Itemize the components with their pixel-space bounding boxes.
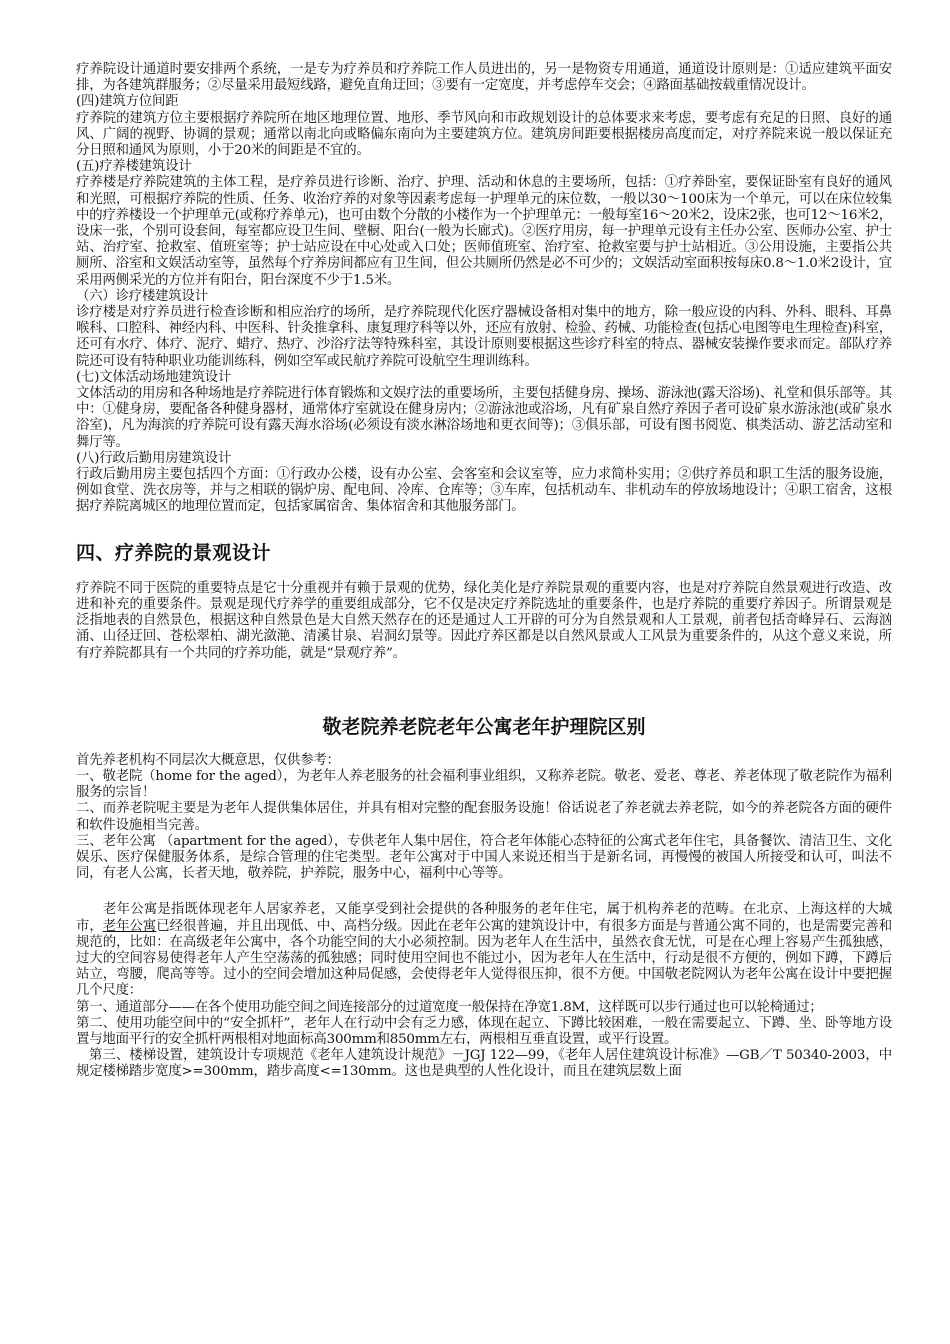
subheading-admin: (八)行政后勤用房建筑设计 bbox=[76, 450, 232, 466]
paragraph-second: 第二、使用功能空间中的“安全抓杆”，老年人在行动中会有乏力感，体现在起立、下蹲比较困难，一般在需要起立、下蹲、坐、卧等地方设置与地面平行的安全抓杆两根相对地面标高300mm和850mm左右，两根相互垂直设置，或平行设置。 bbox=[76, 1015, 892, 1047]
paragraph-item-2: 二、而养老院呢主要是为老年人提供集体居住，并具有相对完整的配套服务设施！俗话说老了养老就去养老院，如今的养老院各方面的硬件和软件设施相当完善。 bbox=[76, 801, 892, 833]
paragraph-recreation: 文体活动的用房和各种场地是疗养院进行体育锻炼和文娱疗法的重要场所，主要包括健身房、操场、游泳池(露天浴场)、礼堂和俱乐部等。其中：①健身房，要配备各种健身器材，通常体疗室就设在健身房内；②游泳池或浴场，凡有矿泉自然疗养因子者可设矿泉水游泳池(或矿泉水浴室)，凡为海滨的疗养院可设有露天海水浴场(必须设有淡水淋浴场地和更衣间等)；③俱乐部，可设有图书阅览、棋类活动、游艺活动室和舞厅等。 bbox=[76, 386, 892, 450]
paragraph-apartment-part-a: 老年公寓是指既体现老年人居家养老，又能享受到社会提供的各种服务的老年住宅，属于机构养老的范畴。在北京、上海这样的大城市， bbox=[76, 902, 892, 934]
paragraph-first: 第一、通道部分——在各个使用功能空间之间连接部分的过道宽度一般保持在净宽1.8M，这样既可以步行通过也可以轮椅通过； bbox=[76, 999, 823, 1015]
paragraph-orientation: 疗养院的建筑方位主要根据疗养院所在地区地理位置、地形、季节风向和市政规划设计的总体要求来考虑，要考虑有充足的日照、良好的通风、广阔的视野、协调的景观；通常以南北向或略偏东南向为主要建筑方位。建筑房间距要根据楼房高度而定，对疗养院来说一般以保证充分日照和通风为原则，小于20米的间距是不宜的。 bbox=[76, 110, 892, 159]
paragraph-landscape: 疗养院不同于医院的重要特点是它十分重视并有赖于景观的优势，绿化美化是疗养院景观的重要内容，也是对疗养院自然景观进行改造、改进和补充的重要条件。景观是现代疗养学的重要组成部分，它不仅是决定疗养院选址的重要条件，也是疗养院的重要疗养因子。所谓景观是泛指地表的自然景色，根据这种自然景色是大自然天然存在的还是通过人工开辟的可分为自然景观和人工景观，前者包括奇峰异石、云海汹涌、山径迂回、苍松翠柏、湖光潋滟、清溪甘泉、岩洞幻景等。因此疗养区都是以自然风景或人工风景为重要条件的，从这个意义来说，所有疗养院都具有一个共同的疗养功能，就是“景观疗养”。 bbox=[76, 580, 892, 661]
spacer bbox=[76, 882, 892, 902]
subheading-orientation: (四)建筑方位间距 bbox=[76, 94, 179, 110]
section-heading-landscape: 四、疗养院的景观设计 bbox=[76, 541, 272, 564]
paragraph-apartment-part-b: 已经很普遍，并且出现低、中、高档分级。因此在老年公寓的建筑设计中，有很多方面是与普通公寓不同的，也是需要完善和规范的，比如：在高级老年公寓中，各个功能空间的大小必须控制。因为老年人在生活中，虽然衣食无忧，可是在心理上容易产生孤独感，过大的空间容易使得老年人产生空荡荡的孤独感；同时使用空间也不能过小，因为老年人在生活中，行动是很不方便的，例如下蹲，下蹲后站立，弯腰，爬高等等。过小的空间会增加这种局促感，会使得老年人觉得很压抑，很不方便。中国敬老院网认为老年公寓在设计中要把握几个尺度： bbox=[76, 918, 893, 999]
paragraph-item-3: 三、老年公寓 （apartment for the aged），专供老年人集中居住，符合老年体能心态特征的公寓式老年住宅，具备餐饮、清洁卫生、文化娱乐、医疗保健服务体系，是综合管理的住宅类型。老年公寓对于中国人来说还相当于是新名词，再慢慢的被国人所接受和认可，叫法不同，有老人公寓，长者天地，敬养院，护养院，服务中心，福利中心等等。 bbox=[76, 833, 892, 882]
subheading-clinic-building: （六）诊疗楼建筑设计 bbox=[76, 288, 208, 304]
paragraph-clinic-building: 诊疗楼是对疗养员进行检查诊断和相应治疗的场所，是疗养院现代化医疗器械设备相对集中的地方，除一般应设的内科、外科、眼科、耳鼻喉科、口腔科、神经内科、中医科、针灸推拿科、康复理疗科等以外，还应有放射、检验、药械、功能检查(包括心电图等电生理检查)科室，还可有水疗、体疗、泥疗、蜡疗、热疗、沙浴疗法等特殊科室，其设计原则要根据这些诊疗科室的特点、器械安装操作要求而定。部队疗养院还可设有特种职业功能训练科，例如空军或民航疗养院可设航空生理训练科。 bbox=[76, 305, 892, 369]
paragraph-sanatorium-building: 疗养楼是疗养院建筑的主体工程，是疗养员进行诊断、治疗、护理、活动和休息的主要场所，包括：①疗养卧室，要保证卧室有良好的通风和光照，可根据疗养院的性质、任务、收治疗养的对象等因素考虑每一护理单元的床位数，一般以30～100床为一个单元，可以在床位较集中的疗养楼设一个护理单元(或称疗养单元)，也可由数个分散的小楼作为一个护理单元：一般每室16～20米2，设床2张，也可12～16米2，设床一张，个别可设套间，每室都应设卫生间、壁橱、阳台(一般为长廊式)。②医疗用房，每一护理单元设有主任办公室、医师办公室、护士站、治疗室、抢救室、值班室等；护士站应设在中心处或入口处；医师值班室、治疗室、抢救室要与护士站相近。③公用设施，主要指公共厕所、浴室和文娱活动室等，虽然每个疗养房间都应有卫生间，但公共厕所仍然是必不可少的；文娱活动室面积按每床0.8～1.0米2设计，宜采用两侧采光的方位并有阳台，阳台深度不少于1.5米。 bbox=[76, 175, 892, 288]
paragraph-third: 第三、楼梯设置，建筑设计专项规范《老年人建筑设计规范》－JGJ 122—99，《老年人居住建筑设计标准》—GB／T 50340-2003，中规定楼梯踏步宽度>=300mm，踏步高度<=130mm。这也是典型的人性化设计，而且在建筑层数上面 bbox=[76, 1048, 892, 1080]
paragraph-passage-design: 疗养院设计通道时要安排两个系统，一是专为疗养员和疗养院工作人员进出的，另一是物资专用通道，通道设计原则是：①适应建筑平面安排，为各建筑群服务；②尽量采用最短线路，避免直角迂回；③要有一定宽度，并考虑停车交会；④路面基础按载重情况设计。 bbox=[76, 62, 892, 94]
subheading-sanatorium-building: (五)疗养楼建筑设计 bbox=[76, 159, 192, 175]
paragraph-apartment bbox=[76, 902, 892, 999]
article-title: 敬老院养老院老年公寓老年护理院区别 bbox=[322, 715, 646, 738]
paragraph-item-1: 一、敬老院（home for the aged），为老年人养老服务的社会福利事业组织，又称养老院。敬老、爱老、尊老、养老体现了敬老院作为福利服务的宗旨！ bbox=[76, 768, 892, 801]
paragraph-intro: 首先养老机构不同层次大概意思，仅供参考： bbox=[76, 752, 340, 768]
subheading-recreation: (七)文体活动场地建筑设计 bbox=[76, 369, 232, 385]
paragraph-admin: 行政后勤用房主要包括四个方面：①行政办公楼，设有办公室、会客室和会议室等，应力求简朴实用；②供疗养员和职工生活的服务设施，例如食堂、洗衣房等，并与之相联的锅炉房、配电间、冷库、仓库等；③车库，包括机动车、非机动车的停放场地设计；④职工宿舍，这根据疗养院离城区的地理位置而定，包括家属宿舍、集体宿舍和其他服务部门。 bbox=[76, 467, 892, 515]
apartment-link[interactable]: 老年公寓 bbox=[102, 918, 157, 934]
